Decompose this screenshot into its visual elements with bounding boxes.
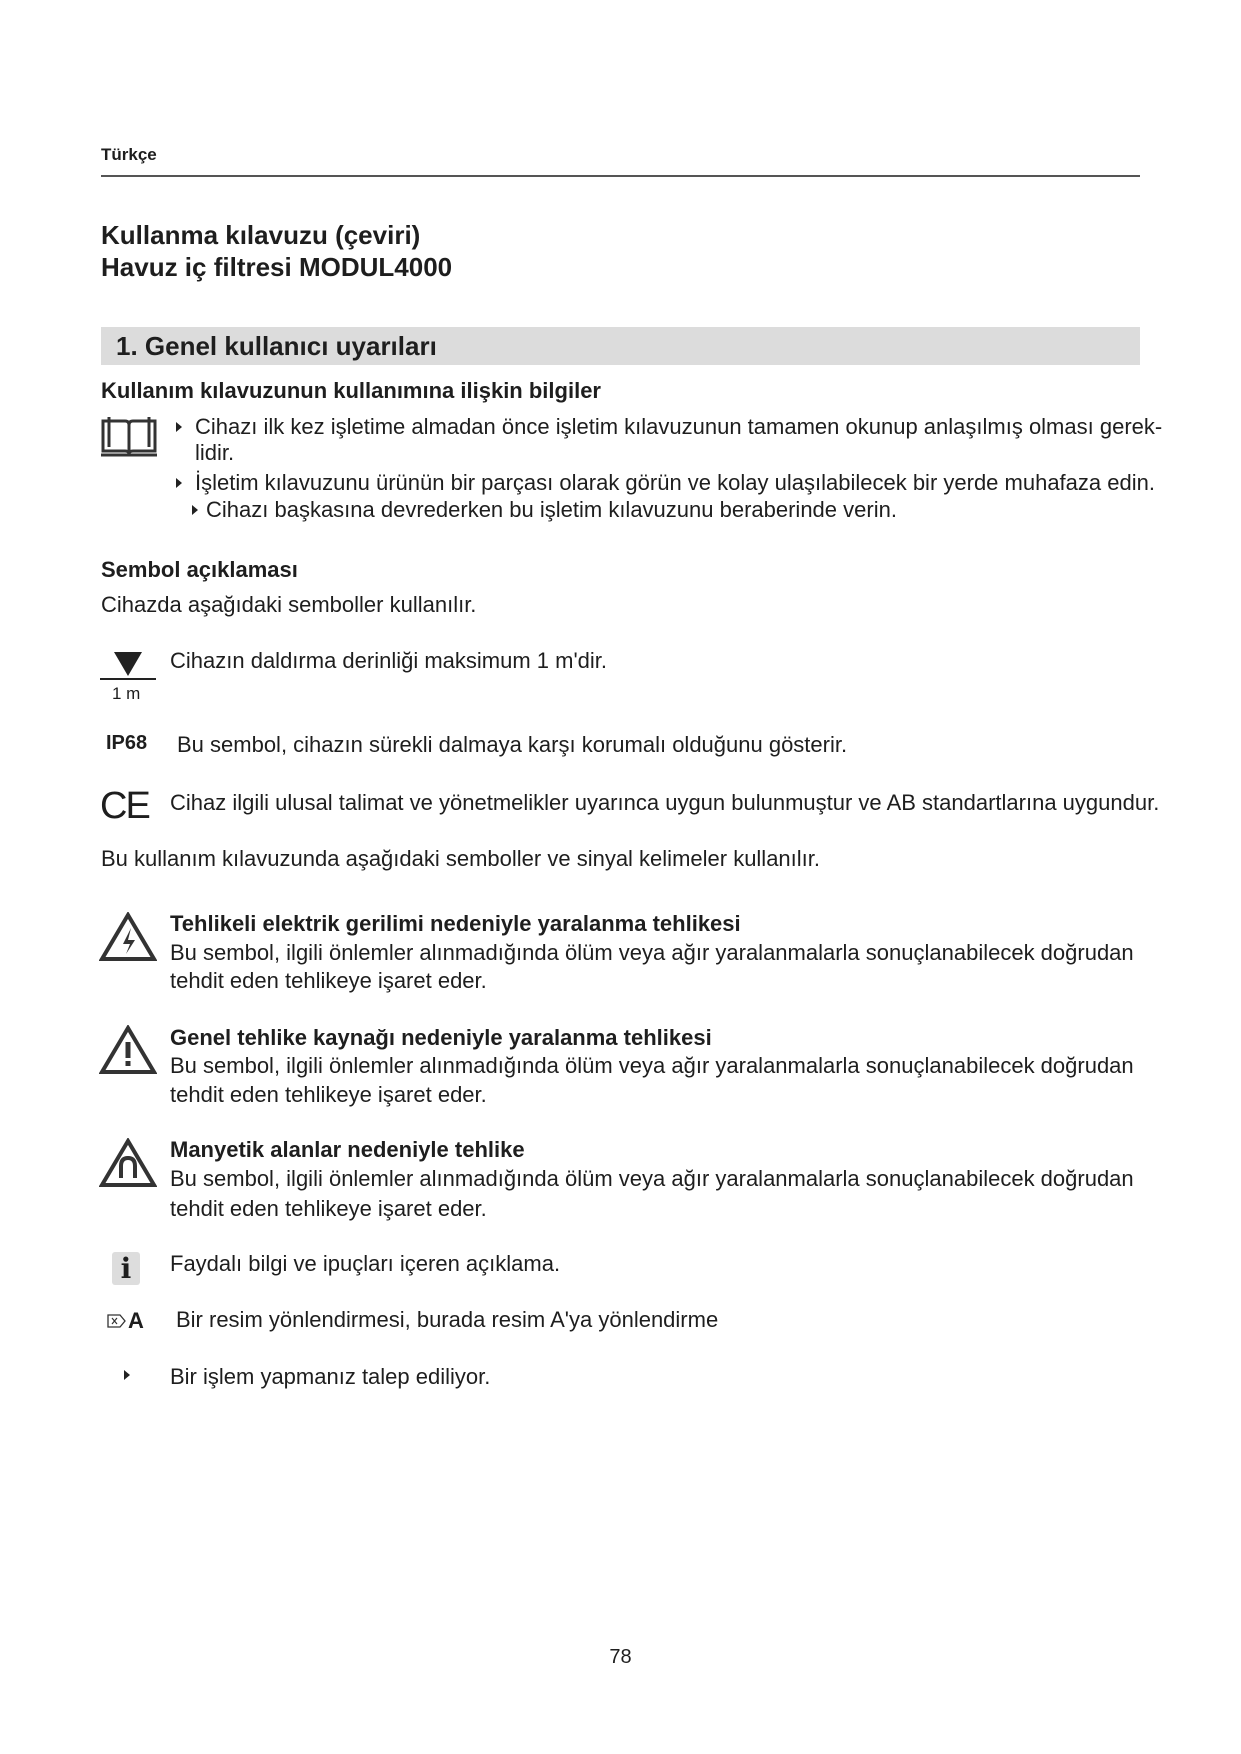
warning-text: Bu sembol, ilgili önlemler alınmadığında ölüm veya ağır yaralanmalarla sonuçlanabilecek doğrudan xyxy=(170,1053,1134,1078)
depth-label: 1 m xyxy=(112,684,141,703)
usage-bullet: İşletim kılavuzunu ürünün bir parçası olarak görün ve kolay ulaşılabilecek bir yerde muhafaza edin. xyxy=(195,470,1155,495)
usage-bullet: Cihazı ilk kez işletime almadan önce işletim kılavuzunun tamamen okunup anlaşılmış olması gerek- xyxy=(195,414,1163,439)
warning-text: tehdit eden tehlikeye işaret eder. xyxy=(170,1082,487,1107)
electric-warning-icon xyxy=(99,912,157,962)
usage-bullet-cont: lidir. xyxy=(195,440,235,465)
figure-reference-label: A xyxy=(128,1308,144,1333)
immersion-depth-icon xyxy=(98,650,158,680)
info-text: Faydalı bilgi ve ipuçları içeren açıklama. xyxy=(170,1251,561,1276)
symbols-intro: Cihazda aşağıdaki semboller kullanılır. xyxy=(101,592,477,617)
warning-text: Bu sembol, ilgili önlemler alınmadığında ölüm veya ağır yaralanmalarla sonuçlanabilecek doğrudan xyxy=(170,1166,1134,1191)
warning-text: tehdit eden tehlikeye işaret eder. xyxy=(170,1196,487,1221)
language-header: Türkçe xyxy=(101,145,157,164)
page-number: 78 xyxy=(609,1646,632,1668)
bullet-arrow-icon xyxy=(192,505,198,515)
ip68-text: Bu sembol, cihazın sürekli dalmaya karşı korumalı olduğunu gösterir. xyxy=(177,732,848,757)
book-icon xyxy=(99,413,159,458)
warning-text: tehdit eden tehlikeye işaret eder. xyxy=(170,968,487,993)
general-warning-icon xyxy=(99,1025,157,1075)
bullet-arrow-icon xyxy=(176,422,182,432)
warning-title: Genel tehlike kaynağı nedeniyle yaralanma tehlikesi xyxy=(170,1025,712,1050)
document-title: Kullanma kılavuzu (çeviri) xyxy=(101,220,421,250)
info-icon: i xyxy=(112,1252,140,1285)
figure-reference-text: Bir resim yönlendirmesi, burada resim A'ya yönlendirme xyxy=(176,1307,719,1332)
warning-title: Manyetik alanlar nedeniyle tehlike xyxy=(170,1137,525,1162)
ce-text: Cihaz ilgili ulusal talimat ve yönetmelikler uyarınca uygun bulunmuştur ve AB standartlarına uygundur. xyxy=(170,790,1160,815)
ce-mark-icon: CE xyxy=(100,785,149,827)
document-subtitle: Havuz iç filtresi MODUL4000 xyxy=(101,252,453,282)
manual-symbols-intro: Bu kullanım kılavuzunda aşağıdaki semboller ve sinyal kelimeler kullanılır. xyxy=(101,846,821,871)
warning-text: Bu sembol, ilgili önlemler alınmadığında ölüm veya ağır yaralanmalarla sonuçlanabilecek doğrudan xyxy=(170,940,1134,965)
warning-title: Tehlikeli elektrik gerilimi nedeniyle yaralanma tehlikesi xyxy=(170,911,741,936)
bullet-arrow-icon xyxy=(176,478,182,488)
figure-reference-icon xyxy=(107,1314,127,1328)
symbols-heading: Sembol açıklaması xyxy=(101,557,298,582)
usage-heading: Kullanım kılavuzunun kullanımına ilişkin bilgiler xyxy=(101,378,601,403)
action-arrow-icon xyxy=(124,1370,130,1380)
depth-text: Cihazın daldırma derinliği maksimum 1 m'dir. xyxy=(170,648,608,673)
header-divider xyxy=(101,175,1140,177)
magnetic-warning-icon xyxy=(99,1138,157,1188)
section-heading: 1. Genel kullanıcı uyarıları xyxy=(116,331,437,361)
usage-bullet: Cihazı başkasına devrederken bu işletim kılavuzunu beraberinde verin. xyxy=(206,497,897,522)
section-heading-bar xyxy=(101,327,1140,365)
action-text: Bir işlem yapmanız talep ediliyor. xyxy=(170,1364,491,1389)
ip68-label: IP68 xyxy=(106,732,148,754)
